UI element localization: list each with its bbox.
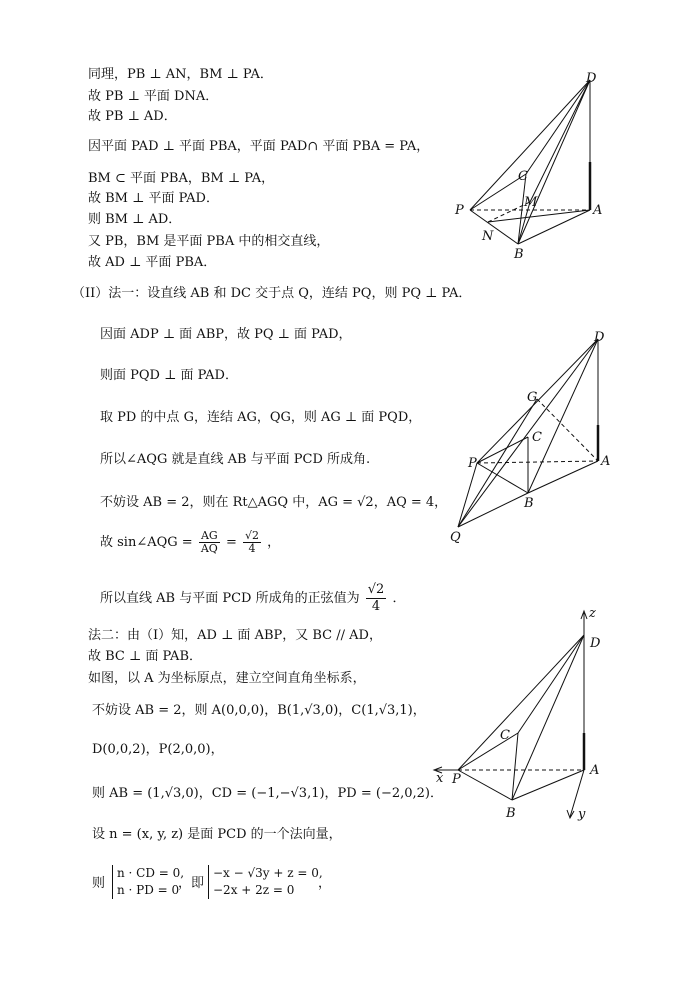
- equation: n · CD = 0,: [117, 866, 185, 880]
- equation-system-2: [208, 865, 323, 899]
- proof-line: 如图，以 A 为坐标原点，建立空间直角坐标系，: [88, 671, 366, 686]
- system-prefix: 则: [92, 876, 106, 891]
- proof-line: 不妨设 AB = 2，则在 Rt△AGQ 中，AG = √2，AQ = 4，: [100, 495, 448, 510]
- label-P: P: [455, 203, 464, 218]
- vector-line: 则 AB = (1,√3,0)，CD = (−1,−√3,1)，PD = (−2,0,2)．: [92, 786, 443, 801]
- coordinate-line: D(0,0,2)，P(2,0,0)，: [92, 742, 224, 757]
- formula-text: 故 sin∠AQG =: [100, 535, 193, 550]
- label-B: B: [506, 806, 516, 821]
- axis-label-y: y: [578, 807, 586, 822]
- label-A: A: [590, 763, 600, 778]
- normal-vector-line: 设 n = (x, y, z) 是面 PCD 的一个法向量，: [92, 827, 342, 842]
- label-M: M: [524, 195, 538, 210]
- section-heading: （II）法一：设直线 AB 和 DC 交于点 Q，连结 PQ，则 PQ ⊥ PA．: [72, 286, 472, 301]
- proof-line: 故 PB ⊥ 平面 DNA．: [88, 89, 219, 104]
- proof-line: 故 PB ⊥ AD．: [88, 109, 177, 124]
- label-P: P: [452, 772, 461, 787]
- fraction-denominator: 4: [371, 599, 381, 614]
- label-A: A: [593, 203, 603, 218]
- proof-line: 则面 PQD ⊥ 面 PAD．: [100, 368, 238, 383]
- sine-formula: [100, 530, 280, 555]
- proof-line: 故 AD ⊥ 平面 PBA．: [88, 255, 217, 270]
- system-mid: ，即: [178, 876, 205, 891]
- axis-label-x: x: [436, 771, 444, 786]
- fraction-denominator: AQ: [200, 542, 218, 555]
- proof-line: 因平面 PAD ⊥ 平面 PBA，平面 PAD∩ 平面 PBA = PA，: [88, 139, 430, 154]
- equation-system-1: [112, 865, 184, 899]
- fraction-numerator: √2: [244, 529, 259, 542]
- label-Q: Q: [450, 530, 461, 545]
- coordinate-figure-3: [430, 605, 620, 830]
- fraction: [366, 582, 387, 615]
- fraction-numerator: √2: [367, 582, 385, 597]
- label-C: C: [500, 728, 510, 743]
- proof-line: 所以∠AQG 就是直线 AB 与平面 PCD 所成角.: [100, 452, 371, 467]
- proof-line: 则 BM ⊥ AD．: [88, 212, 182, 227]
- equation: −2x + 2z = 0: [213, 883, 295, 897]
- label-G: G: [527, 390, 538, 405]
- proof-line: 故 BM ⊥ 平面 PAD．: [88, 191, 219, 206]
- proof-line: BM ⊂ 平面 PBA，BM ⊥ PA，: [88, 171, 275, 186]
- fraction-numerator: AG: [199, 530, 220, 543]
- fraction: [243, 530, 261, 555]
- label-C: C: [532, 430, 542, 445]
- label-A: A: [601, 454, 611, 469]
- label-P: P: [468, 456, 477, 471]
- system-suffix: ，: [318, 876, 332, 891]
- equation: n · PD = 0: [117, 883, 180, 897]
- fraction: [199, 530, 220, 555]
- conclusion-line: [100, 582, 405, 615]
- label-B: B: [524, 496, 534, 511]
- label-N: N: [482, 229, 494, 244]
- proof-line: 又 PB，BM 是平面 PBA 中的相交直线，: [88, 234, 330, 249]
- label-D: D: [586, 71, 597, 86]
- fraction-denominator: 4: [248, 542, 256, 555]
- formula-text: ．: [392, 591, 406, 606]
- proof-line: 同理，PB ⊥ AN，BM ⊥ PA．: [88, 67, 273, 82]
- label-C: C: [518, 169, 528, 184]
- formula-text: ，: [267, 535, 281, 550]
- label-D: D: [590, 636, 601, 651]
- section-heading: 法二：由（I）知，AD ⊥ 面 ABP，又 BC // AD，: [88, 628, 382, 643]
- proof-line: 取 PD 的中点 G，连结 AG，QG，则 AG ⊥ 面 PQD，: [100, 410, 422, 425]
- label-D: D: [594, 330, 605, 345]
- formula-text: 所以直线 AB 与平面 PCD 所成角的正弦值为: [100, 591, 360, 606]
- proof-line: 因面 ADP ⊥ 面 ABP，故 PQ ⊥ 面 PAD，: [100, 327, 352, 342]
- equation: −x − √3y + z = 0,: [213, 866, 323, 880]
- formula-text: =: [225, 535, 237, 550]
- coordinate-line: 不妨设 AB = 2，则 A(0,0,0)，B(1,√3,0)，C(1,√3,1)，: [92, 703, 426, 718]
- label-B: B: [514, 247, 524, 262]
- proof-line: 故 BC ⊥ 面 PAB．: [88, 649, 202, 664]
- axis-label-z: z: [589, 606, 596, 621]
- pyramid-figure-1: [448, 62, 613, 262]
- pyramid-figure-2: [440, 325, 620, 545]
